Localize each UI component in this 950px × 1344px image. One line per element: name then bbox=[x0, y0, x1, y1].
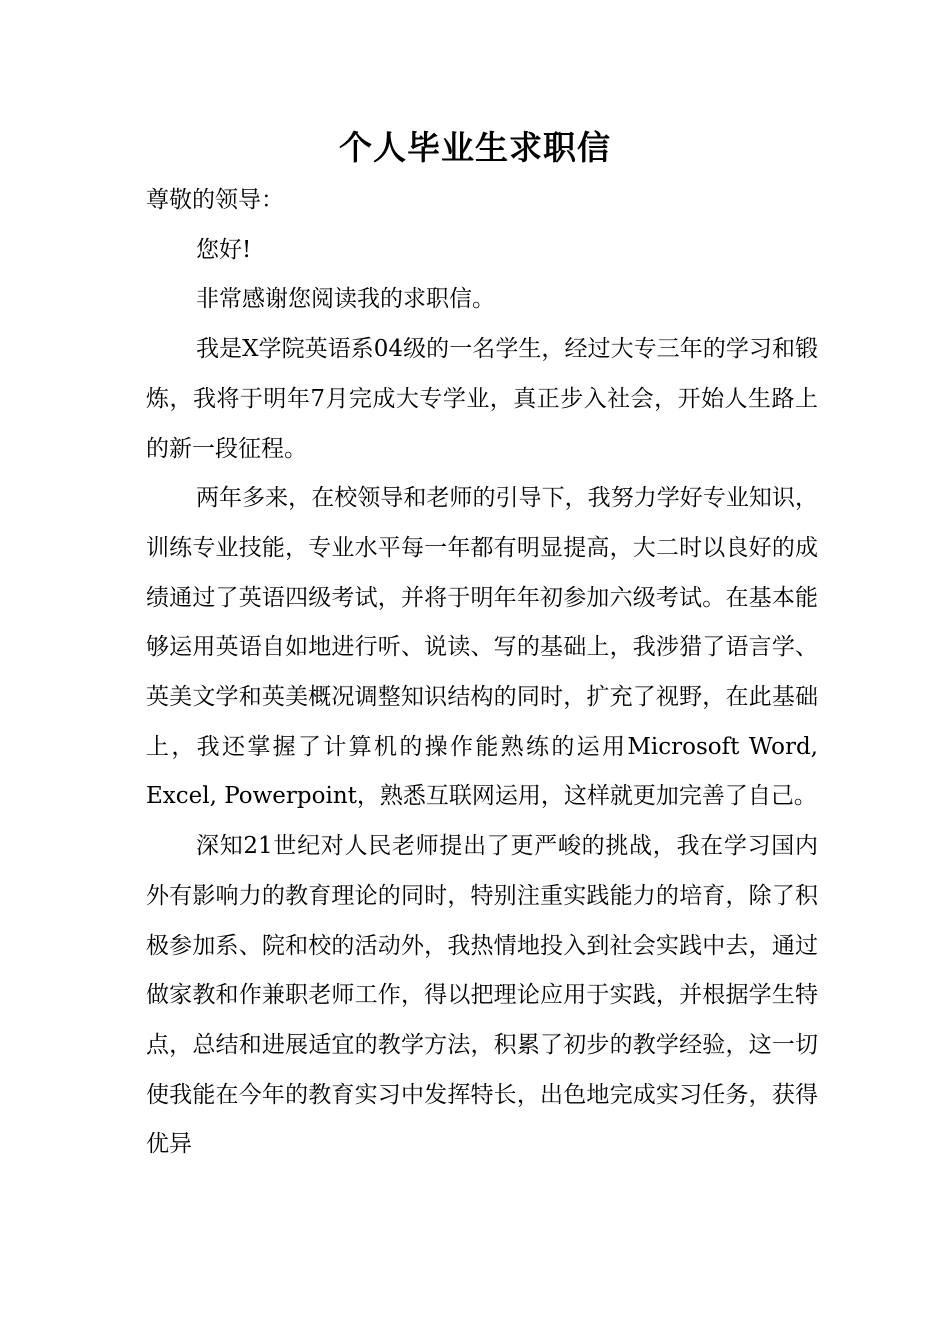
paragraph-greeting: 您好! bbox=[196, 236, 252, 263]
salutation: 尊敬的领导： bbox=[146, 187, 284, 213]
paragraph-studies: 两年多来，在校领导和老师的引导下，我努力学好专业知识，训练专业技能，专业水平每一年都有明显提高，大二时以良好的成绩通过了英语四级考试，并将于明年年初参加六级考试。在基本能够运用英语自如地进行听、说读、写的基础上，我涉猎了语言学、英美文学和英美概况调整知识结构的同时，扩充了视野，在此基础上，我还掌握了计算机的操作能熟练的运用Microsoft Word, Excel, Powerpoint，熟悉互联网运用，这样就更加完善了自己。 bbox=[146, 485, 818, 810]
document-body bbox=[146, 176, 818, 1170]
paragraph-introduction: 我是X学院英语系04级的一名学生，经过大专三年的学习和锻炼，我将于明年7月完成大专学业，真正步入社会，开始人生路上的新一段征程。 bbox=[146, 336, 818, 462]
paragraph-thanks: 非常感谢您阅读我的求职信。 bbox=[196, 286, 495, 313]
document-title: 个人毕业生求职信 bbox=[339, 128, 611, 167]
paragraph-practice: 深知21世纪对人民老师提出了更严峻的挑战，我在学习国内外有影响力的教育理论的同时，特别注重实践能力的培育，除了积极参加系、院和校的活动外，我热情地投入到社会实践中去，通过做家教和作兼职老师工作，得以把理论应用于实践，并根据学生特点，总结和进展适宜的教学方法，积累了初步的教学经验，这一切使我能在今年的教育实习中发挥特长，出色地完成实习任务，获得优异 bbox=[146, 833, 818, 1158]
